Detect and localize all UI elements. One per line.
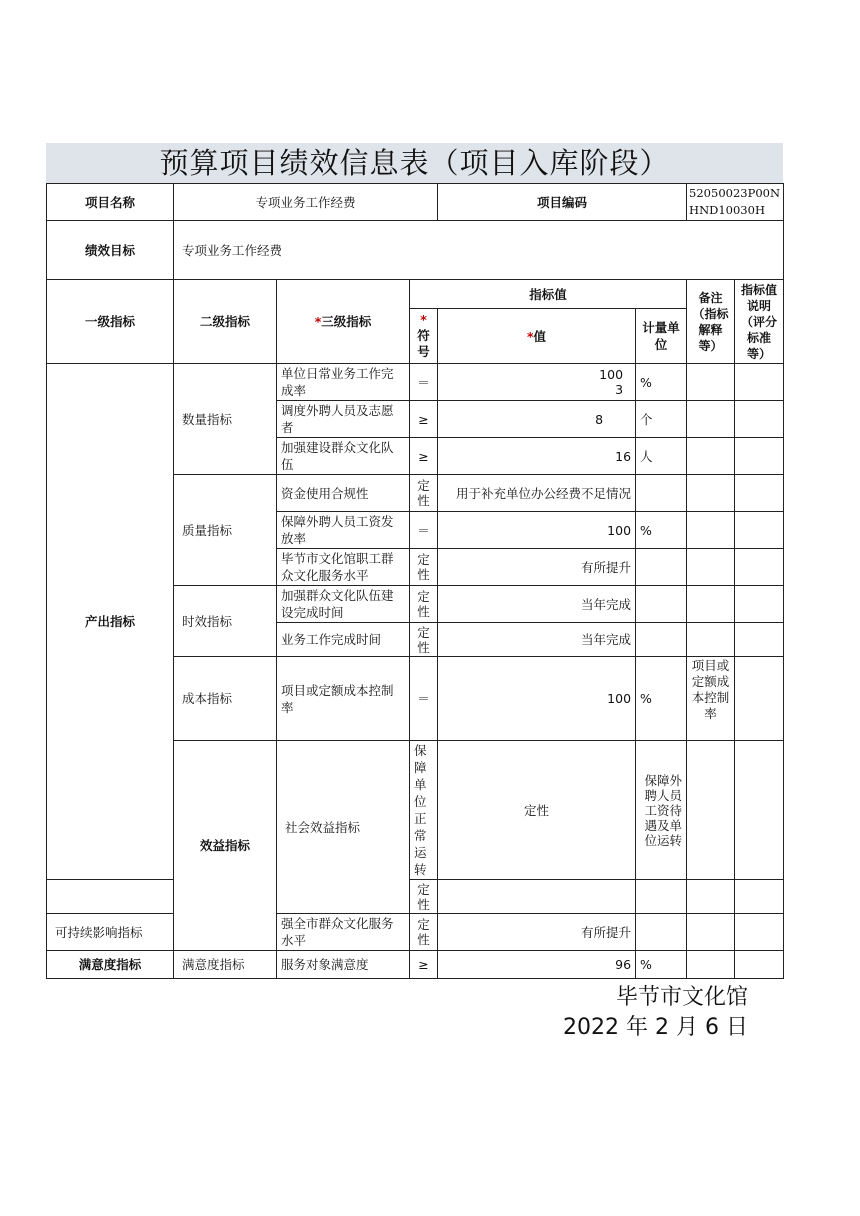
indicator-explain: [735, 364, 784, 401]
indicator-name: 服务对象满意度: [277, 951, 410, 979]
indicator-symbol: ＝: [410, 657, 438, 741]
indicator-symbol: 定性: [410, 623, 438, 657]
indicator-explain: [735, 880, 784, 914]
indicator-remark: [687, 475, 735, 512]
level2-sustainable: 可持续影响指标: [47, 914, 174, 951]
indicator-value: 100: [438, 512, 636, 549]
indicator-unit: 个: [636, 401, 687, 438]
indicator-explain: [735, 586, 784, 623]
indicator-explain: [735, 623, 784, 657]
indicator-name: 保障外聘人员工资发放率: [277, 512, 410, 549]
level2-cost: 成本指标: [174, 657, 277, 741]
required-star: *: [527, 328, 534, 344]
indicator-remark: [687, 914, 735, 951]
indicator-symbol: 定性: [410, 880, 438, 914]
indicator-unit: [636, 623, 687, 657]
indicator-explain: [735, 401, 784, 438]
col-remark: 备注（指标解释等）: [687, 280, 735, 364]
table-row: [47, 880, 784, 914]
indicator-remark: [687, 364, 735, 401]
page-title: 预算项目绩效信息表（项目入库阶段）: [159, 146, 670, 180]
indicator-remark: [687, 401, 735, 438]
indicator-symbol: ≥: [410, 438, 438, 475]
col-symbol-label: 符号: [417, 328, 430, 359]
indicator-remark: [687, 880, 735, 914]
indicator-unit: [636, 586, 687, 623]
goal-value: 专项业务工作经费: [174, 221, 784, 280]
col-level2: 二级指标: [174, 280, 277, 364]
footer-organization: 毕节市文化馆: [615, 985, 748, 1010]
indicator-value: 96: [438, 951, 636, 979]
indicator-symbol: 定性: [410, 475, 438, 512]
indicator-name: 加强建设群众文化队伍: [277, 438, 410, 475]
project-name-value: 专项业务工作经费: [174, 184, 438, 221]
indicator-symbol: 定性: [410, 586, 438, 623]
col-level1: 一级指标: [47, 280, 174, 364]
indicator-unit: [636, 549, 687, 586]
col-explain: 指标值说明（评分标准等）: [735, 280, 784, 364]
level1-satisfaction: 满意度指标: [47, 951, 174, 979]
indicator-value: [438, 880, 636, 914]
indicator-explain: [735, 438, 784, 475]
indicator-name: 加强群众文化队伍建设完成时间: [277, 586, 410, 623]
level2-timeliness: 时效指标: [174, 586, 277, 657]
indicator-unit: 人: [636, 438, 687, 475]
indicator-unit: [636, 475, 687, 512]
column-header-row-1: [47, 280, 784, 309]
indicator-value: 有所提升: [438, 549, 636, 586]
indicator-remark: [735, 741, 784, 880]
header-row-name: [47, 184, 784, 221]
table-row: [47, 951, 784, 979]
indicator-explain: [735, 951, 784, 979]
col-symbol: [410, 309, 438, 364]
indicator-explain: [735, 914, 784, 951]
indicator-unit: [636, 880, 687, 914]
level2-satisfaction: 满意度指标: [174, 951, 277, 979]
title-bar: [46, 143, 783, 183]
required-star: *: [420, 312, 427, 327]
indicator-remark: [687, 549, 735, 586]
indicator-symbol: ≥: [410, 951, 438, 979]
indicator-remark: [687, 623, 735, 657]
indicator-value: 当年完成: [438, 586, 636, 623]
project-code-label: 项目编码: [438, 184, 687, 221]
goal-row: [47, 221, 784, 280]
indicator-name: 毕节市文化馆职工群众文化服务水平: [277, 549, 410, 586]
col-level3-label: 三级指标: [321, 314, 372, 329]
indicator-remark: 项目或定额成本控制率: [687, 657, 735, 741]
indicator-name: 项目或定额成本控制率: [277, 657, 410, 741]
indicator-unit: %: [636, 657, 687, 741]
indicator-symbol: 定性: [410, 549, 438, 586]
performance-table: [46, 183, 784, 979]
indicator-name: 强全市群众文化服务水平: [277, 914, 410, 951]
indicator-symbol: ≥: [410, 401, 438, 438]
indicator-remark: [687, 951, 735, 979]
required-star: *: [314, 314, 322, 329]
indicator-explain: [735, 549, 784, 586]
indicator-name: 调度外聘人员及志愿者: [277, 401, 410, 438]
indicator-remark: [687, 586, 735, 623]
indicator-value: 有所提升: [438, 914, 636, 951]
indicator-value: 100: [438, 657, 636, 741]
indicator-name: 资金使用合规性: [277, 475, 410, 512]
indicator-unit: %: [636, 951, 687, 979]
indicator-unit: [687, 741, 735, 880]
level2-quantity: 数量指标: [174, 364, 277, 475]
project-name-label: 项目名称: [47, 184, 174, 221]
col-value: [438, 309, 636, 364]
indicator-name: 单位日常业务工作完成率: [277, 364, 410, 401]
indicator-symbol: 定性: [438, 741, 636, 880]
indicator-remark: [687, 438, 735, 475]
indicator-value: 8: [438, 401, 636, 438]
col-value-label: 值: [533, 328, 547, 344]
level2-quality: 质量指标: [174, 475, 277, 586]
project-code-value: 52050023P00NHND10030H: [687, 184, 784, 221]
table-row: [47, 364, 784, 401]
indicator-value: 用于补充单位办公经费不足情况: [438, 475, 636, 512]
indicator-unit: [636, 914, 687, 951]
indicator-unit: %: [636, 512, 687, 549]
level2-social: 社会效益指标: [277, 741, 410, 914]
goal-label: 绩效目标: [47, 221, 174, 280]
level1-output: 产出指标: [47, 364, 174, 880]
indicator-symbol: ＝: [410, 512, 438, 549]
level1-benefit: 效益指标: [174, 741, 277, 951]
indicator-name: 保障单位正常运转: [410, 741, 438, 880]
indicator-symbol: 定性: [410, 914, 438, 951]
table-row: [47, 914, 784, 951]
col-level3: [277, 280, 410, 364]
indicator-name: [47, 880, 174, 914]
indicator-name: 业务工作完成时间: [277, 623, 410, 657]
indicator-remark: [687, 512, 735, 549]
indicator-value: 保障外聘人员工资待遇及单位运转: [636, 741, 687, 880]
indicator-explain: [735, 657, 784, 741]
indicator-value: 100 3: [438, 364, 636, 401]
indicator-explain: [735, 512, 784, 549]
footer-date: 2022 年 2 月 6 日: [563, 1015, 748, 1040]
indicator-symbol: ＝: [410, 364, 438, 401]
indicator-explain: [735, 475, 784, 512]
indicator-value: 当年完成: [438, 623, 636, 657]
indicator-value: 16: [438, 438, 636, 475]
col-indicator-value: 指标值: [410, 280, 687, 309]
indicator-unit: %: [636, 364, 687, 401]
col-unit: 计量单位: [636, 309, 687, 364]
